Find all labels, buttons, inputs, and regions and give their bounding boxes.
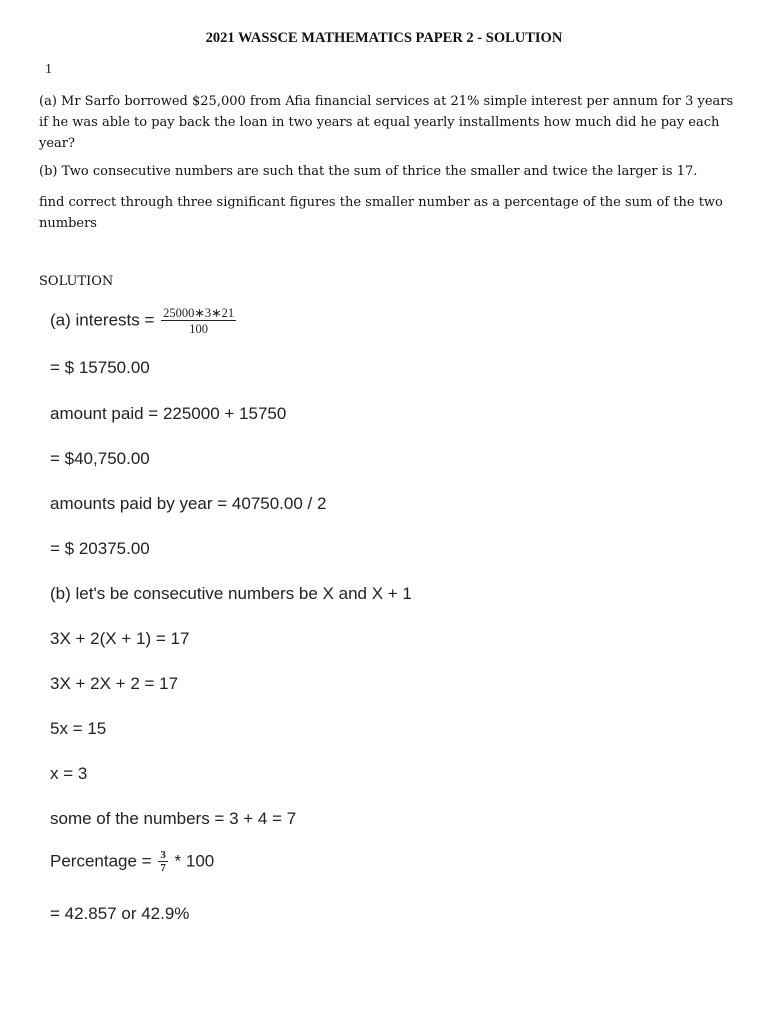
solution-line-eq4: x = 3 [50, 764, 88, 783]
interest-label: (a) interests = [50, 310, 160, 330]
percentage-numerator: 3 [160, 849, 166, 861]
solution-line-percentage [50, 850, 214, 874]
solution-line-interest-result: = $ 15750.00 [50, 358, 150, 377]
solution-line-amount-paid: amount paid = 225000 + 15750 [50, 404, 287, 423]
question-b-text: (b) Two consecutive numbers are such that the sum of thrice the smaller and twice the larger is 17. [39, 164, 698, 179]
interest-denominator: 100 [189, 322, 208, 336]
solution-line-eq1: 3X + 2(X + 1) = 17 [50, 629, 190, 648]
solution-line-eq2: 3X + 2X + 2 = 17 [50, 674, 179, 693]
solution-line-per-year: amounts paid by year = 40750.00 / 2 [50, 494, 327, 513]
percentage-fraction [158, 850, 168, 874]
solution-line-amount-result: = $40,750.00 [50, 449, 150, 468]
interest-numerator: 25000∗3∗21 [163, 306, 235, 320]
solution-line-interest [50, 306, 238, 336]
percentage-label: Percentage = [50, 851, 157, 871]
solution-heading: SOLUTION [39, 274, 114, 289]
solution-line-per-year-result: = $ 20375.00 [50, 539, 150, 558]
document-title: 2021 WASSCE MATHEMATICS PAPER 2 - SOLUTION [205, 30, 563, 46]
solution-line-eq3: 5x = 15 [50, 719, 107, 738]
interest-fraction [161, 306, 236, 336]
question-a-text: (a) Mr Sarfo borrowed $25,000 from Afia financial services at 21% simple interest per annum for 3 years if he was able to pay back the loan in two years at equal yearly installments how much did he pay each year? [39, 94, 734, 151]
percentage-multiplier: * 100 [169, 851, 215, 871]
solution-line-b-intro: (b) let's be consecutive numbers be X and X + 1 [50, 584, 412, 603]
question-b-continued-text: find correct through three significant figures the smaller number as a percentage of the sum of the two numbers [39, 195, 723, 231]
solution-line-sum: some of the numbers = 3 + 4 = 7 [50, 809, 297, 828]
question-number: 1 [45, 62, 52, 77]
percentage-denominator: 7 [160, 862, 166, 874]
solution-line-percentage-result: = 42.857 or 42.9% [50, 904, 190, 923]
